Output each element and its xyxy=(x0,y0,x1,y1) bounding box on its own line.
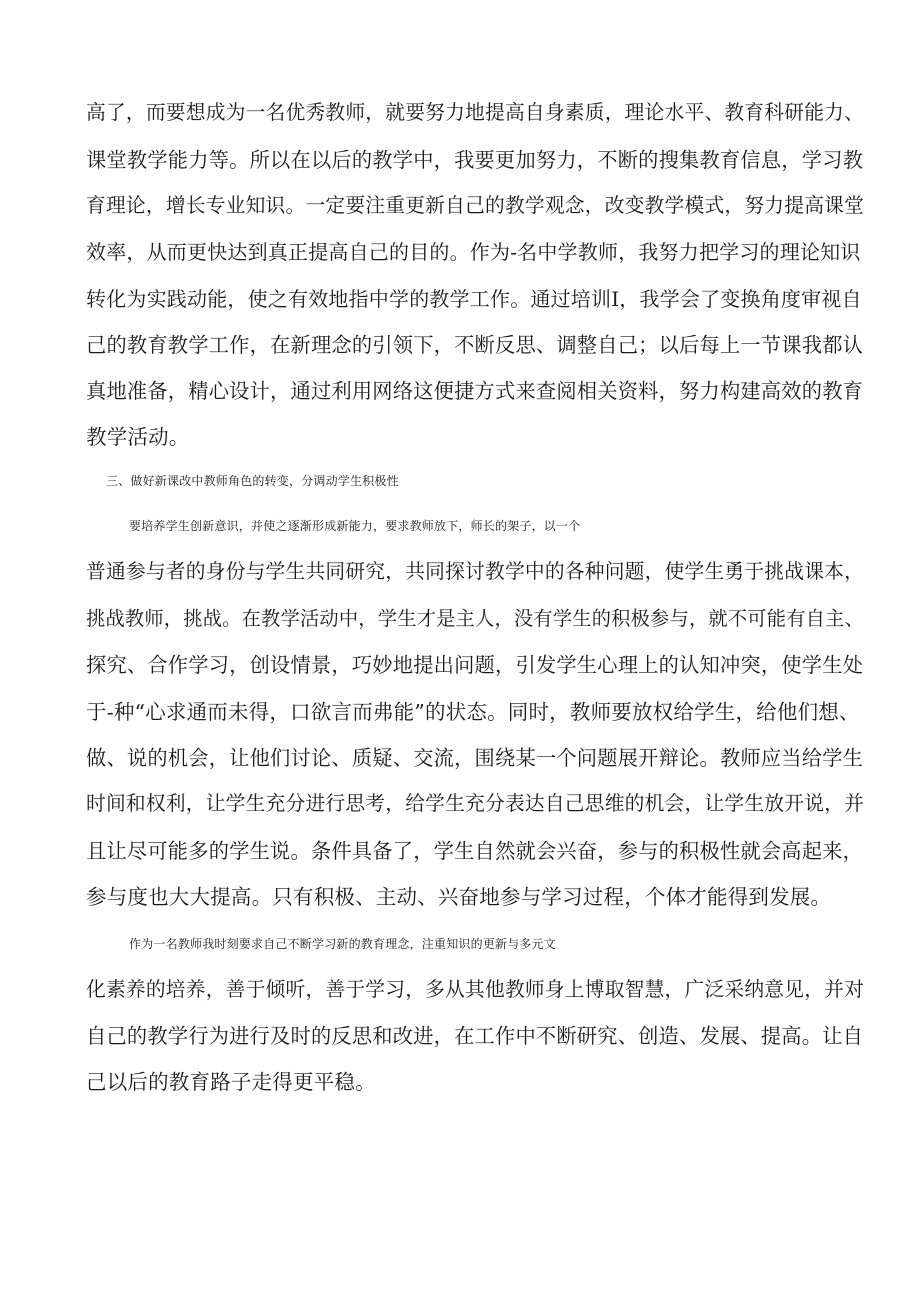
paragraph-1-line-8: 教学活动。 xyxy=(86,425,190,449)
paragraph-1-line-4: 效率，从而更快达到真正提高自己的目的。作为-名中学教师，我努力把学习的理论知识 xyxy=(86,240,861,264)
paragraph-3-line-1: 作为一名教师我时刻要求自己不断学习新的教育理念，注重知识的更新与多元文 xyxy=(129,937,557,951)
paragraph-2-line-6: 做、说的机会，让他们讨论、质疑、交流，围绕某一个问题展开辩论。教师应当给学生 xyxy=(86,746,864,770)
paragraph-2-line-3: 挑战教师，挑战。在教学活动中，学生才是主人，没有学生的积极参与，就不可能有自主、 xyxy=(86,607,864,630)
paragraph-2-line-2: 普通参与者的身份与学生共同研究，共同探讨教学中的各种问题，使学生勇于挑战课本， xyxy=(86,560,865,583)
paragraph-2-line-9: 参与度也大大提高。只有积极、主动、兴奋地参与学习过程，个体才能得到发展。 xyxy=(86,885,832,909)
paragraph-1-line-5: 转化为实践动能，使之有效地指中学的教学工作。通过培训Ⅰ，我学会了变换角度审视自 xyxy=(86,287,862,311)
section-heading: 三、做好新课改中教师角色的转变，分调动学生积极性 xyxy=(106,474,399,488)
paragraph-1-line-6: 己的教育教学工作，在新理念的引领下，不断反思、调整自己；以后每上一节课我都认 xyxy=(86,333,864,357)
paragraph-3-line-2: 化素养的培养，善于倾听，善于学习，多从其他教师身上博取智慧，广泛采纳意见，并对 xyxy=(86,978,865,1001)
paragraph-2-line-8: 且让尽可能多的学生说。条件具备了，学生自然就会兴奋，参与的积极性就会高起来， xyxy=(86,839,864,863)
paragraph-1-line-3: 育理论，增长专业知识。一定要注重更新自己的教学观念，改变教学模式，努力提高课堂 xyxy=(86,194,865,217)
paragraph-2-line-1: 要培养学生创新意识，并使之逐渐形成新能力，要求教师放下，师长的架子，以一个 xyxy=(129,519,581,533)
paragraph-3-line-4: 己以后的教育路子走得更平稳。 xyxy=(86,1070,376,1094)
paragraph-1-line-1: 高了，而要想成为一名优秀教师，就要努力地提高自身素质，理论水平、教育科研能力、 xyxy=(86,101,865,124)
paragraph-1-line-7: 真地准备，精心设计，通过利用网络这便捷方式来查阅相关资料，努力构建高效的教育 xyxy=(86,379,864,403)
paragraph-3-line-3: 自己的教学行为进行及时的反思和改进，在工作中不断研究、创造、发展、提高。让自 xyxy=(86,1024,864,1048)
paragraph-2-line-4: 探究、合作学习，创设情景，巧妙地提出问题，引发学生心理上的认知冲突，使学生处 xyxy=(86,653,864,677)
paragraph-2-line-5: 于-种“心求通而未得，口欲言而弗能”的状态。同时，教师要放权给学生，给他们想、 xyxy=(86,700,860,724)
paragraph-2-line-7: 时间和权利，让学生充分进行思考，给学生充分表达自己思维的机会，让学生放开说，并 xyxy=(86,792,865,815)
paragraph-1-line-2: 课堂教学能力等。所以在以后的教学中，我要更加努力，不断的搜集教育信息，学习教 xyxy=(86,148,864,172)
